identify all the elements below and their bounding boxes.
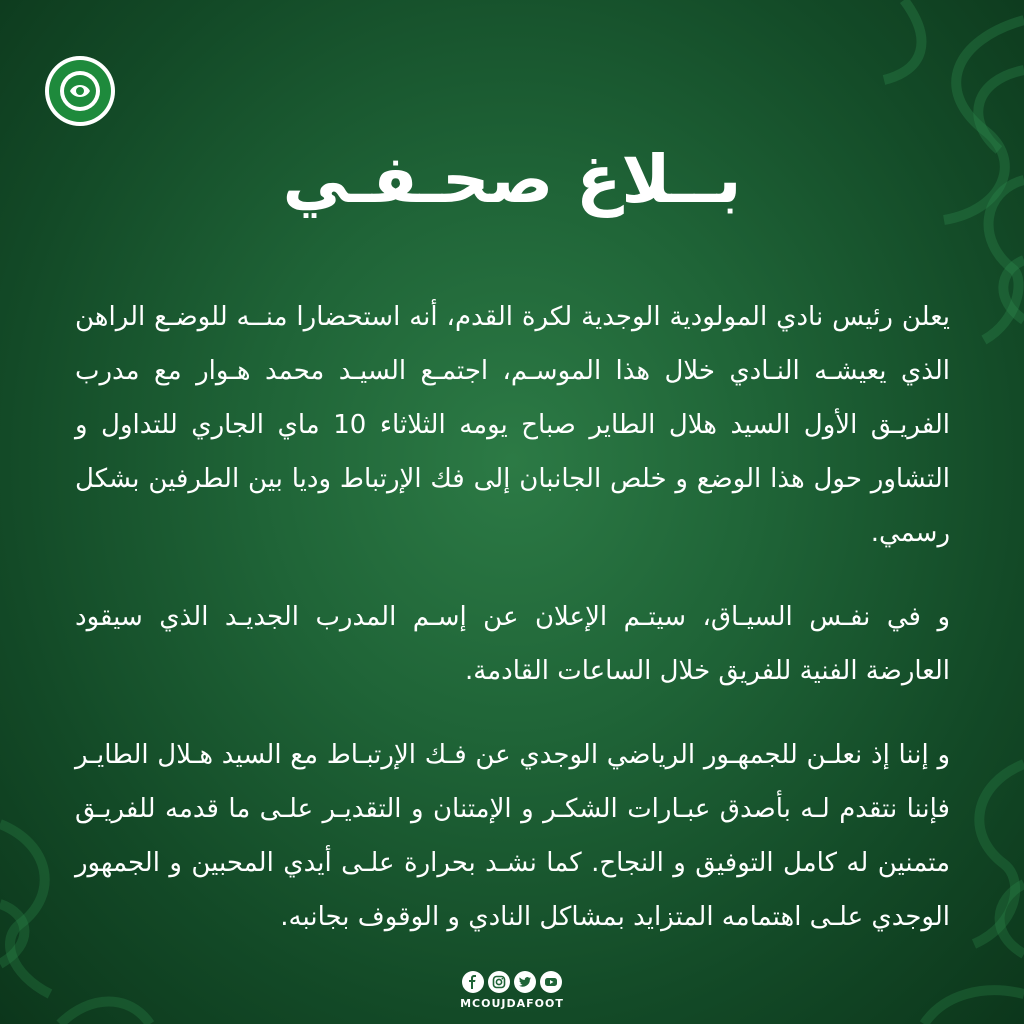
paragraph-3: و إننا إذ نعلـن للجمهـور الرياضي الوجدي عن فـك الإرتبـاط مع السيد هـلال الطايـر فإننا نتقدم لـه بأصدق عبـارات الشكـر و الإمتنان و التقديـر علـى ما قدمه للفريـق متمنين له كامل التوفيق و النجاح. كما نشـد بحرارة علـى أيدي المحبين و الجمهور الوجدي علـى اهتمامه المتزايد بمشاكل النادي و الوقوف بجانبه. — [75, 740, 950, 932]
social-handle: MCOUJDAFOOT — [460, 997, 564, 1010]
footer — [0, 971, 1024, 1010]
social-icons — [0, 971, 1024, 993]
page-title: بــلاغ صحـفـي — [282, 141, 742, 218]
club-logo — [44, 55, 116, 127]
twitter-icon[interactable] — [514, 971, 536, 993]
paragraph-1: يعلن رئيس نادي المولودية الوجدية لكرة القدم، أنه استحضارا منــه للوضـع الراهن الذي يعيشـه النـادي خلال هذا الموسـم، اجتمـع السيـد محمد هـوار مع مدرب الفريـق الأول السيد هلال الطاير صباح يومه الثلاثاء 10 ماي الجاري للتداول و التشاور حول هذا الوضع و خلص الجانبان إلى فك الإرتباط وديا بين الطرفين بشكل رسمي. — [75, 302, 950, 548]
paragraph-2: و في نفـس السيـاق، سيتـم الإعلان عن إسـم المدرب الجديـد الذي سيقود العارضة الفنية للفريق خلال الساعات القادمة. — [75, 602, 950, 686]
instagram-icon[interactable] — [488, 971, 510, 993]
facebook-icon[interactable] — [462, 971, 484, 993]
youtube-icon[interactable] — [540, 971, 562, 993]
press-release-body — [75, 290, 950, 974]
